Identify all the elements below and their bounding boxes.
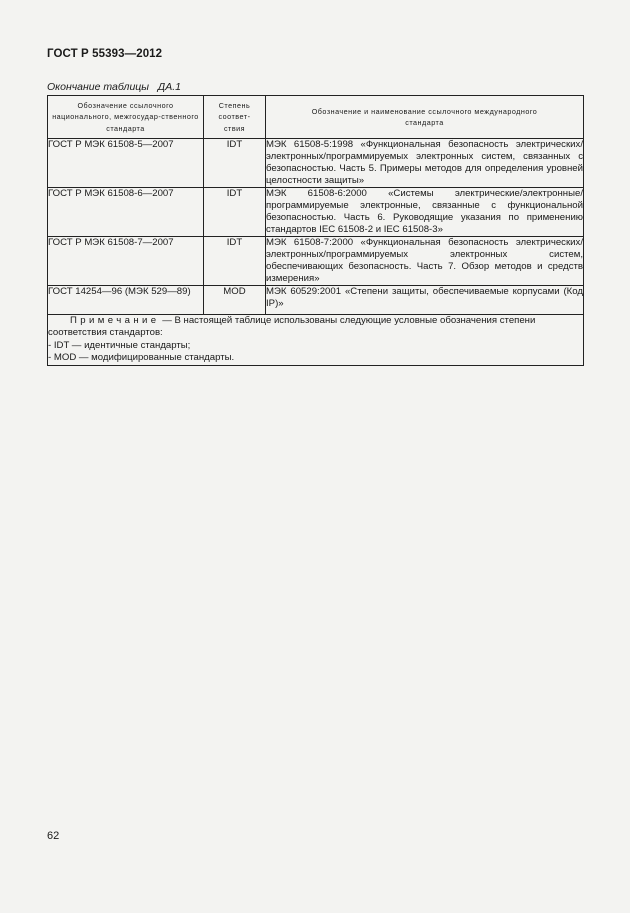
table-caption <box>47 81 181 93</box>
table-row <box>48 139 584 188</box>
national-standard-cell: ГОСТ Р МЭК 61508-6—2007 <box>48 188 204 237</box>
standards-table <box>47 95 584 366</box>
document-header: ГОСТ Р 55393—2012 <box>47 48 163 60</box>
national-standard-cell: ГОСТ 14254—96 (МЭК 529—89) <box>48 286 204 315</box>
degree-cell: IDT <box>204 237 266 286</box>
note-text: — В настоящей таблице использованы следующие условные обозначения степени соответствия стандартов: <box>48 315 536 339</box>
column-header-international <box>266 96 584 139</box>
table-row <box>48 286 584 315</box>
international-standard-cell: МЭК 60529:2001 «Степени защиты, обеспечиваемые корпусами (Код IP)» <box>266 286 584 315</box>
international-standard-cell: МЭК 61508-6:2000 «Системы электрические/электронные/программируемые электронные, связанные с функциональной безопасностью. Часть 6. Руководящие указания по применению стандартов IEC 61508-2 и IEC 61508-3» <box>266 188 583 235</box>
table-header-row <box>48 96 584 139</box>
national-standard-cell: ГОСТ Р МЭК 61508-5—2007 <box>48 139 204 188</box>
note-item-mod: - MOD — модифицированные стандарты. <box>48 352 235 364</box>
note-label: Примечание <box>70 315 160 326</box>
table-caption-prefix: Окончание таблицы <box>47 81 150 93</box>
column-header-degree-text: Степень соответ-ствия <box>218 100 251 133</box>
table-note <box>48 315 584 366</box>
degree-cell: IDT <box>204 188 266 237</box>
international-standard-cell: МЭК 61508-5:1998 «Функциональная безопасность электрических/электронных/программируемых электронных систем, связанных с безопасностью. Часть 5. Примеры методов для определения уровней целостности защиты» <box>266 139 583 186</box>
table-note-row <box>48 315 584 366</box>
degree-cell: IDT <box>204 139 266 188</box>
national-standard-cell: ГОСТ Р МЭК 61508-7—2007 <box>48 237 204 286</box>
table-caption-id: ДА.1 <box>157 81 181 93</box>
column-header-international-text: Обозначение и наименование ссылочного международного стандарта <box>311 106 538 127</box>
table-row <box>48 237 584 286</box>
international-standard-cell: МЭК 61508-7:2000 «Функциональная безопасность электрических/электронных/программируемых электронных систем, обеспечивающих безопасность. Часть 7. Обзор методов и средств измерения» <box>266 237 583 284</box>
column-header-national-text: Обозначение ссылочного национального, межгосудар-ственного стандарта <box>52 100 199 133</box>
note-item-idt: - IDT — идентичные стандарты; <box>48 339 191 351</box>
column-header-national <box>48 96 204 139</box>
degree-cell: MOD <box>204 286 266 315</box>
page-number: 62 <box>47 830 60 842</box>
table-row <box>48 188 584 237</box>
column-header-degree <box>204 96 266 139</box>
